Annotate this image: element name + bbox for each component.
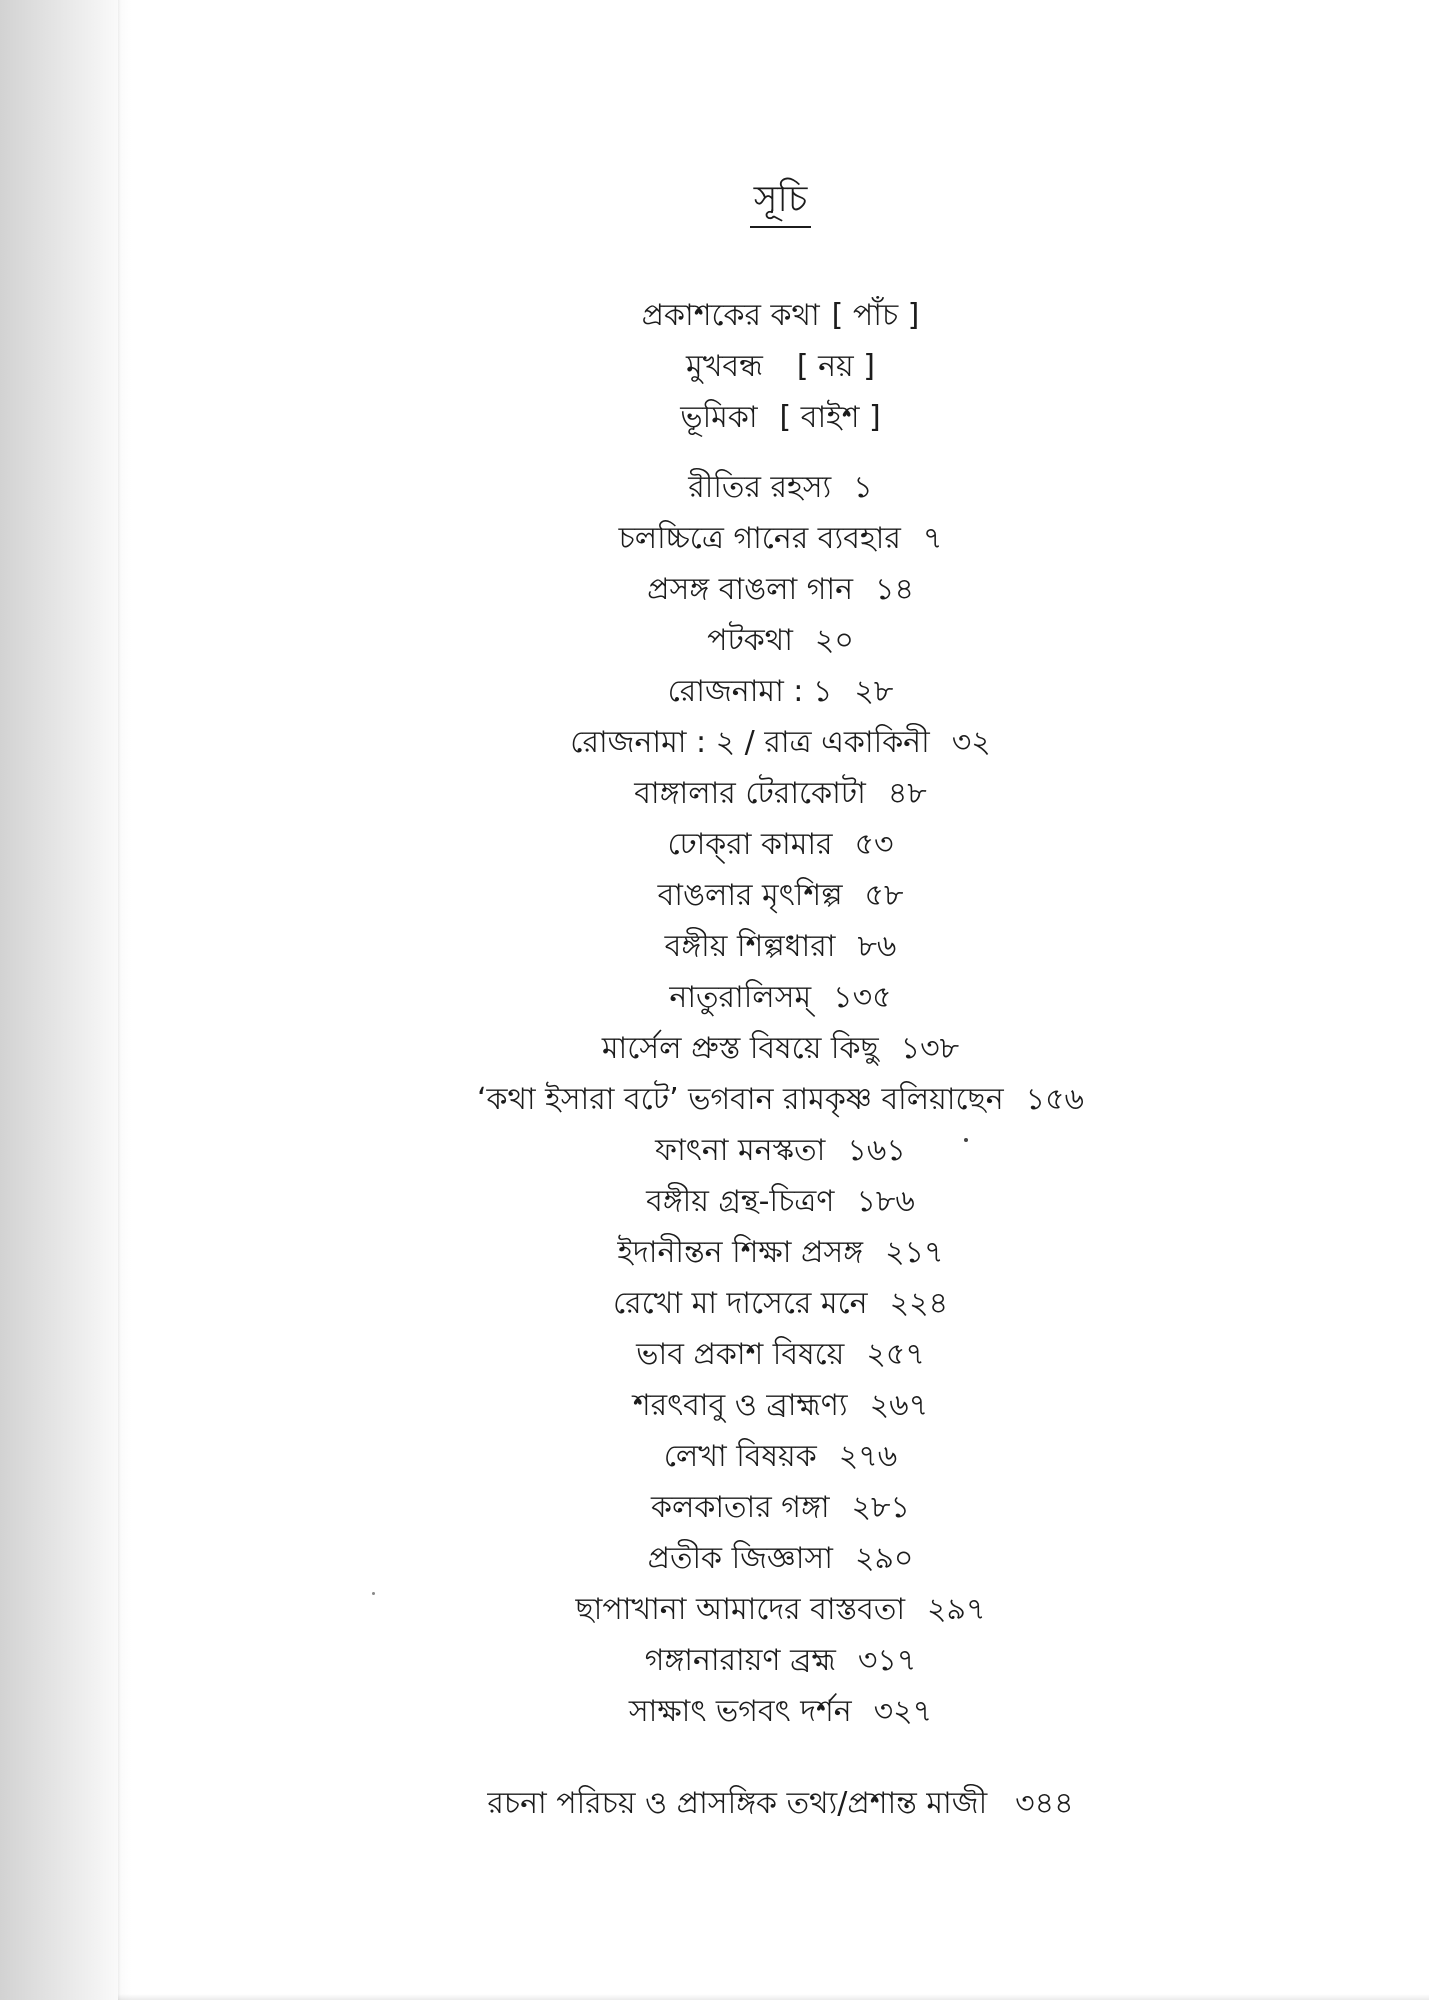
contents-entry [132, 666, 1429, 717]
entry-page: ২১৭ [885, 1235, 944, 1270]
entry-title: লেখা বিষয়ক [663, 1439, 817, 1474]
entry-title: ঢোক্‌রা কামার [667, 827, 833, 862]
entry-title: বঙ্গীয় গ্রন্থ-চিত্রণ [646, 1184, 835, 1219]
contents-entry [132, 564, 1429, 615]
page-edge [118, 0, 121, 2000]
contents-entry [132, 1176, 1429, 1227]
contents-entry [132, 1074, 1429, 1125]
entry-title: ফাৎনা মনস্কতা [655, 1133, 826, 1168]
entry-page: ১৩৫ [833, 980, 892, 1015]
appendix-entry [132, 1778, 1429, 1829]
print-speck [372, 1592, 375, 1595]
appendix-list [132, 1778, 1429, 1829]
entry-page: ১৫৬ [1025, 1082, 1085, 1117]
entry-page: ৭ [922, 521, 943, 556]
contents-list [132, 462, 1429, 1737]
entry-title: রীতির রহস্য [688, 470, 832, 505]
contents-entry [132, 870, 1429, 921]
contents-entry [132, 1023, 1429, 1074]
entry-page: ৪৮ [887, 776, 927, 811]
entry-page: ৫৩ [854, 827, 894, 862]
entry-title: ‘কথা ইসারা বটে’ ভগবান রামকৃষ্ণ বলিয়াছেন [476, 1082, 1004, 1117]
contents-entry [132, 1635, 1429, 1686]
entry-title: ইদানীন্তন শিক্ষা প্রসঙ্গ [617, 1235, 864, 1270]
contents-entry [132, 1125, 1429, 1176]
entry-page: ১৮৬ [856, 1184, 915, 1219]
entry-page: [ পাঁচ ] [831, 298, 920, 333]
contents-entry [132, 768, 1429, 819]
entry-title: গঙ্গানারায়ণ ব্রহ্ম [644, 1643, 836, 1678]
entry-page: ৫৮ [864, 878, 904, 913]
contents-entry [132, 1533, 1429, 1584]
entry-page: ২৯৭ [927, 1592, 986, 1627]
entry-title: ছাপাখানা আমাদের বাস্তবতা [575, 1592, 906, 1627]
entry-title: সাক্ষাৎ ভগবৎ দর্শন [628, 1694, 852, 1729]
page-title-text: সূচি [750, 178, 812, 228]
entry-title: বাঙলার মৃৎশিল্প [657, 878, 843, 913]
entry-page: ২০ [814, 623, 854, 658]
contents-entry [132, 1278, 1429, 1329]
entry-page: ৩৪৪ [1015, 1786, 1074, 1821]
entry-page: ২৮১ [851, 1490, 910, 1525]
entry-title: ভাব প্রকাশ বিষয়ে [636, 1337, 845, 1372]
entry-title: প্রকাশকের কথা [641, 298, 820, 333]
front-matter-entry [132, 392, 1429, 443]
contents-entry [132, 1380, 1429, 1431]
contents-entry [132, 717, 1429, 768]
contents-entry [132, 972, 1429, 1023]
entry-title: প্রতীক জিজ্ঞাসা [647, 1541, 833, 1576]
entry-page: ৩১৭ [857, 1643, 917, 1678]
entry-page: ২৭৬ [838, 1439, 898, 1474]
entry-title: বাঙ্গালার টেরাকোটা [634, 776, 866, 811]
contents-entry [132, 462, 1429, 513]
entry-title: শরৎবাবু ও ব্রাহ্মণ্য [632, 1388, 848, 1423]
entry-page: ২৮ [854, 674, 894, 709]
page-title [132, 178, 1429, 228]
table-of-contents [132, 0, 1429, 2000]
entry-title: পটকথা [707, 623, 793, 658]
entry-title: রেখো মা দাসেরে মনে [612, 1286, 868, 1321]
entry-title: মুখবন্ধ [686, 349, 763, 384]
contents-entry [132, 819, 1429, 870]
page-gutter-shadow [0, 0, 132, 2000]
contents-entry [132, 513, 1429, 564]
entry-title: ভূমিকা [680, 400, 758, 435]
entry-page: ২৬৭ [869, 1388, 929, 1423]
entry-title: কলকাতার গঙ্গা [651, 1490, 830, 1525]
contents-entry [132, 1227, 1429, 1278]
entry-page: ২৯০ [854, 1541, 914, 1576]
entry-title: রোজনামা : ১ [667, 674, 833, 709]
entry-page: ২২৪ [889, 1286, 949, 1321]
entry-title: চলচ্চিত্রে গানের ব্যবহার [618, 521, 901, 556]
entry-page: ১৩৮ [900, 1031, 960, 1066]
entry-title: নাতুরালিসম্‌ [669, 980, 812, 1015]
contents-entry [132, 1329, 1429, 1380]
print-speck [964, 1138, 968, 1142]
contents-entry [132, 1482, 1429, 1533]
contents-entry [132, 921, 1429, 972]
front-matter-entry [132, 341, 1429, 392]
entry-page: ২৫৭ [866, 1337, 925, 1372]
contents-entry [132, 615, 1429, 666]
front-matter-list [132, 290, 1429, 443]
entry-page: ৮৬ [857, 929, 897, 964]
entry-page: ৩২৭ [873, 1694, 933, 1729]
entry-title: রচনা পরিচয় ও প্রাসঙ্গিক তথ্য/প্রশান্ত মাজী [487, 1786, 988, 1821]
entry-title: বঙ্গীয় শিল্পধারা [664, 929, 836, 964]
entry-page: [ নয় ] [796, 349, 875, 384]
contents-entry [132, 1431, 1429, 1482]
contents-entry [132, 1584, 1429, 1635]
entry-page: ১ [853, 470, 873, 505]
contents-entry [132, 1686, 1429, 1737]
entry-title: মার্সেল প্রুস্ত বিষয়ে কিছু [601, 1031, 879, 1066]
entry-page: [ বাইশ ] [779, 400, 881, 435]
front-matter-entry [132, 290, 1429, 341]
entry-title: রোজনামা : ২ / রাত্র একাকিনী [570, 725, 930, 760]
entry-title: প্রসঙ্গ বাঙলা গান [647, 572, 853, 607]
entry-page: ৩২ [951, 725, 991, 760]
entry-page: ১৬১ [847, 1133, 906, 1168]
entry-page: ১৪ [874, 572, 914, 607]
